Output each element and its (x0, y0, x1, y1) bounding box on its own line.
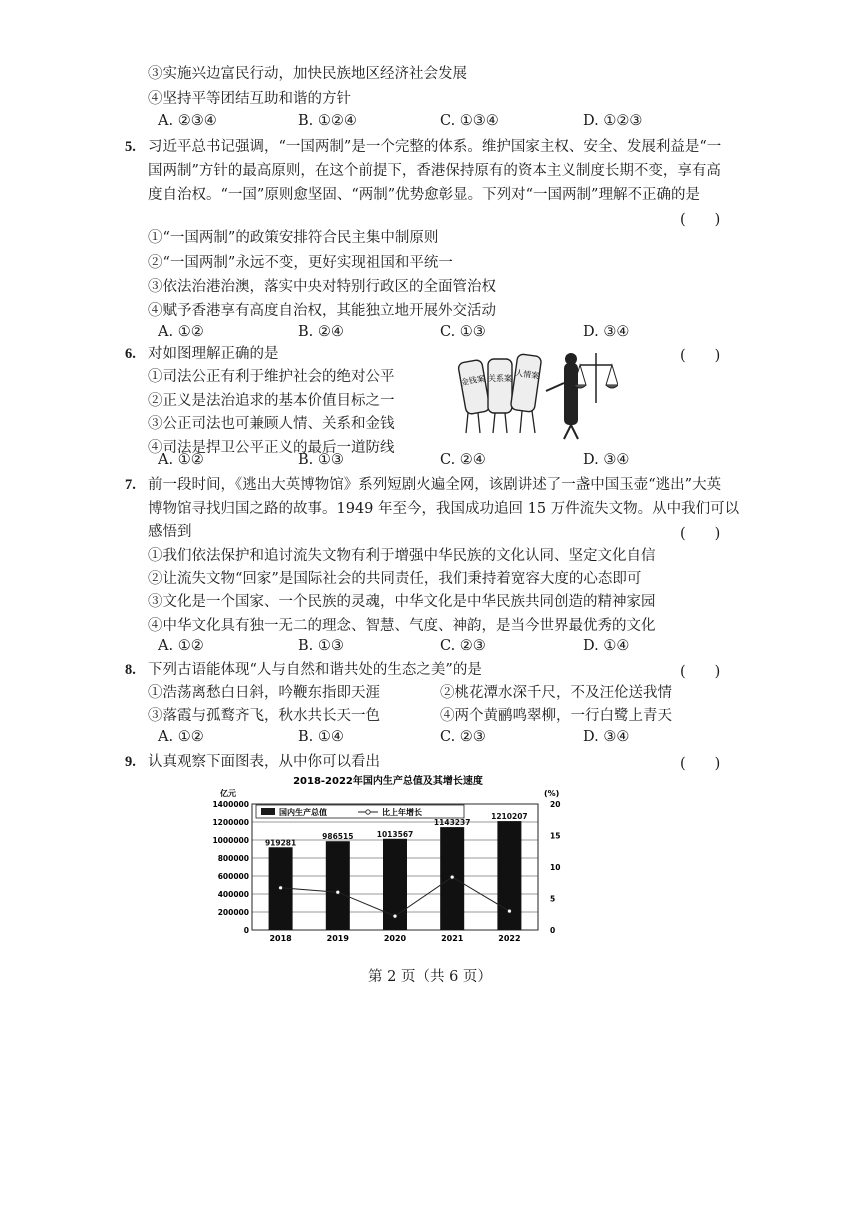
q6-item-4: ④司法是捍卫公平正义的最后一道防线 (148, 440, 395, 456)
left-tick-label: 1400000 (212, 800, 249, 809)
page-footer: 第 2 页（共 6 页） (368, 969, 492, 985)
left-tick-label: 1000000 (212, 836, 249, 845)
q5-option-d: D. ③④ (583, 324, 630, 340)
q6-item-1: ①司法公正有利于维护社会的绝对公平 (148, 369, 395, 385)
q7-option-d: D. ①④ (583, 638, 630, 654)
q8-option-a: A. ①② (158, 729, 204, 745)
gdp-bar-2019 (326, 841, 350, 930)
q5-answer-paren: ( ) (680, 212, 721, 228)
q6-option-a: A. ①② (158, 452, 204, 468)
q6-item-2: ②正义是法治追求的基本价值目标之一 (148, 393, 395, 409)
scales-of-justice-icon (574, 353, 618, 403)
x-label-2020: 2020 (383, 934, 407, 943)
q4-option-c: C. ①③④ (440, 113, 499, 129)
q4-option-a: A. ②③④ (158, 113, 217, 129)
q9-number: 9. (125, 754, 136, 770)
q8-item-2: ②桃花潭水深千尺，不及汪伦送我情 (440, 685, 672, 701)
q7-item-4: ④中华文化具有独一无二的理念、智慧、气度、神韵，是当今世界最优秀的文化 (148, 618, 656, 634)
growth-point-2018 (279, 886, 283, 890)
favor-case-folder (510, 354, 542, 433)
q5-option-c: C. ①③ (440, 324, 486, 340)
growth-point-2019 (336, 890, 340, 894)
money-case-folder (458, 359, 491, 433)
q5-number: 5. (125, 139, 136, 155)
right-tick-label: 20 (550, 800, 561, 809)
q7-stem-line-3: 感悟到 (148, 524, 192, 540)
growth-point-2022 (507, 909, 511, 913)
gdp-chart (208, 772, 568, 952)
q8-number: 8. (125, 662, 136, 678)
q8-answer-paren: ( ) (680, 664, 721, 680)
q6-option-d: D. ③④ (583, 452, 630, 468)
left-tick-label: 200000 (217, 908, 249, 917)
growth-point-2020 (393, 914, 397, 918)
right-axis-ticks (550, 800, 560, 935)
data-label-2022: 1210207 (491, 812, 528, 822)
q8-option-b: B. ①④ (298, 729, 344, 745)
q6-answer-paren: ( ) (680, 348, 721, 364)
money-case-label: 金钱案 (460, 374, 486, 388)
x-label-2021: 2021 (441, 934, 464, 943)
legend-growth-label: 比上年增长 (382, 808, 422, 817)
q9-answer-paren: ( ) (680, 756, 721, 772)
left-tick-label: 0 (243, 926, 249, 935)
data-label-2018: 919281 (264, 838, 297, 848)
favor-case-label: 人情案 (514, 368, 540, 381)
q6-stem: 对如图理解正确的是 (148, 346, 279, 362)
left-axis-unit: 亿元 (220, 789, 236, 798)
q7-option-a: A. ①② (158, 638, 204, 654)
q5-item-3: ③依法治港治澳，落实中央对特别行政区的全面管治权 (148, 279, 496, 295)
q5-stem-line-2: 国两制”方针的最高原则，在这个前提下，香港保持原有的资本主义制度长期不变，享有高 (148, 163, 721, 179)
q4-option-d: D. ①②③ (583, 113, 643, 129)
q5-item-4: ④赋予香港享有高度自治权，其能独立地开展外交活动 (148, 303, 496, 319)
right-axis-unit: (%) (544, 789, 560, 798)
left-tick-label: 1200000 (212, 818, 249, 827)
q5-option-a: A. ①② (158, 324, 204, 340)
x-axis-labels (269, 934, 520, 943)
q7-stem-line-1: 前一段时间，《逃出大英博物馆》系列短剧火遍全网，该剧讲述了一盏中国玉壶“逃出”大英 (148, 477, 722, 493)
data-label-2019: 986515 (322, 832, 354, 842)
data-label-2021: 1143237 (433, 818, 471, 828)
q7-stem-line-2: 博物馆寻找归国之路的故事。1949 年至今，我国成功追回 15 万件流失文物。从中我们可以 (148, 501, 740, 517)
q5-stem-line-3: 度自治权。“一国”原则愈坚固、“两制”优势愈彰显。下列对“一国两制”理解不正确的是 (148, 187, 700, 203)
q8-option-d: D. ③④ (583, 729, 630, 745)
q7-number: 7. (125, 477, 136, 493)
justice-cartoon-image (440, 343, 618, 443)
q4-item-3: ③实施兴边富民行动，加快民族地区经济社会发展 (148, 66, 467, 82)
q6-item-3: ③公正司法也可兼顾人情、关系和金钱 (148, 416, 395, 432)
q7-answer-paren: ( ) (680, 526, 721, 542)
relation-case-label: 关系案 (488, 374, 512, 383)
q8-stem: 下列古语能体现“人与自然和谐共处的生态之美”的是 (148, 662, 482, 678)
data-label-2020: 1013567 (376, 829, 414, 839)
chart-title: 2018-2022年国内生产总值及其增长速度 (293, 776, 483, 787)
q7-option-b: B. ①③ (298, 638, 344, 654)
q9-stem: 认真观察下面图表，从中你可以看出 (148, 754, 380, 770)
legend-gdp-label: 国内生产总值 (279, 808, 327, 817)
q6-option-c: C. ②④ (440, 452, 486, 468)
q5-stem-line-1: 习近平总书记强调，“一国两制”是一个完整的体系。维护国家主权、安全、发展利益是“一 (148, 139, 722, 155)
legend-bar-swatch (261, 808, 275, 815)
judge-figure (546, 353, 578, 439)
left-tick-label: 800000 (217, 854, 249, 863)
q7-item-1: ①我们依法保护和追讨流失文物有利于增强中华民族的文化认同、坚定文化自信 (148, 548, 656, 564)
q7-item-2: ②让流失文物“回家”是国际社会的共同责任，我们秉持着宽容大度的心态即可 (148, 571, 642, 587)
q6-option-b: B. ①③ (298, 452, 344, 468)
q8-item-1: ①浩荡离愁白日斜，吟鞭东指即天涯 (148, 685, 380, 701)
q8-item-4: ④两个黄鹂鸣翠柳，一行白鹭上青天 (440, 708, 672, 724)
q8-option-c: C. ②③ (440, 729, 486, 745)
right-tick-label: 15 (550, 831, 561, 841)
q5-item-1: ①“一国两制”的政策安排符合民主集中制原则 (148, 230, 439, 246)
x-label-2018: 2018 (269, 934, 292, 943)
q6-number: 6. (125, 346, 136, 362)
chart-legend (256, 805, 464, 818)
q7-option-c: C. ②③ (440, 638, 486, 654)
left-axis-ticks (212, 800, 249, 935)
q4-option-b: B. ①②④ (298, 113, 357, 129)
x-label-2022: 2022 (498, 934, 521, 943)
q5-option-b: B. ②④ (298, 324, 344, 340)
q5-item-2: ②“一国两制”永远不变，更好实现祖国和平统一 (148, 255, 453, 271)
left-tick-label: 400000 (217, 890, 249, 899)
growth-point-2021 (450, 875, 454, 879)
right-tick-label: 5 (550, 894, 556, 904)
gdp-bar-2022 (497, 821, 521, 930)
q7-item-3: ③文化是一个国家、一个民族的灵魂，中华文化是中华民族共同创造的精神家园 (148, 594, 656, 610)
q4-item-4: ④坚持平等团结互助和谐的方针 (148, 91, 351, 107)
x-label-2019: 2019 (326, 934, 349, 943)
left-tick-label: 600000 (217, 872, 249, 881)
right-tick-label: 10 (550, 863, 561, 872)
q8-item-3: ③落霞与孤鹜齐飞，秋水共长天一色 (148, 708, 380, 724)
right-tick-label: 0 (550, 926, 556, 935)
relation-case-folder (488, 359, 512, 433)
